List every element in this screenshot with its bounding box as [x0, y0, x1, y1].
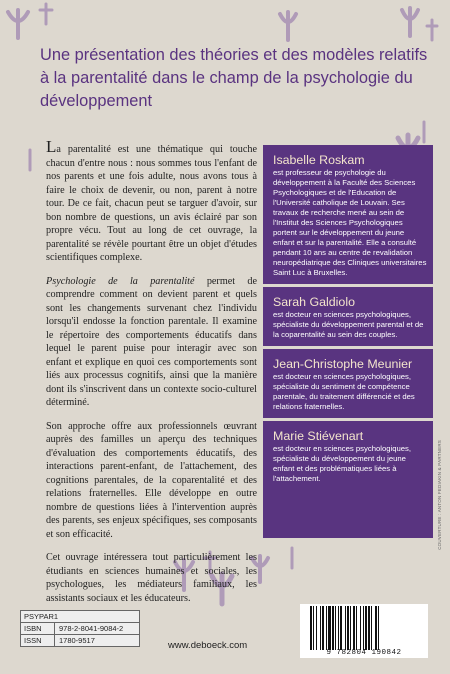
barcode-bar: [360, 606, 361, 650]
publisher-website: www.deboeck.com: [168, 640, 248, 651]
paragraph-2: [46, 275, 257, 410]
barcode-bar: [345, 606, 346, 650]
author-bio: est professeur de psychologie du développement à la Faculté des Sciences Psychologiques et de l'Education de l'Université catholique de Louvain. Ses travaux de recherche mené au sein de l'Institut des Sciences Psychologiques portent sur le développement du jeune enfant et sur la parentalité. Elle a consulté pendant 10 ans au centre de revalidation neuropédiatrique des Cliniques universitaires Saint Luc à Bruxelles.: [273, 168, 427, 277]
barcode-bar: [378, 606, 379, 650]
author-name: Sarah Galdiolo: [273, 295, 355, 309]
barcode-bar: [368, 606, 370, 650]
barcode-bar: [356, 606, 357, 650]
barcode-bar: [375, 606, 377, 650]
barcode-bar: [313, 606, 314, 650]
headline: Une présentation des théories et des modèles relatifs à la parentalité dans le champ de la psychologie du développement: [40, 46, 428, 110]
barcode-bar: [347, 606, 349, 650]
author-name: Marie Stiévenart: [273, 429, 364, 443]
author-name: Isabelle Roskam: [273, 153, 365, 167]
author-block: [263, 357, 433, 412]
divider: [263, 418, 433, 421]
barcode-bar: [338, 606, 339, 650]
isbn-label: ISBN: [21, 623, 55, 634]
barcode-bar: [328, 606, 331, 650]
barcode-bar: [371, 606, 372, 650]
paragraph-2-text: permet de comprendre comment on devient parent et quels sont les changements survenant chez l'individu lorsqu'il endosse la fonction parentale. Il examine le répertoire des comportements éducatifs dans lequel le parent puise pour interagir avec son enfant et explique en quoi ces comportements sont liés aux processus cognitifs, ainsi que la manière dont ils s'inscrivent dans un contexte socio-culturel déterminé.: [46, 275, 258, 408]
psi-symbol-icon: [402, 8, 418, 36]
reference-table: [20, 610, 140, 647]
barcode-bar: [322, 606, 324, 650]
author-bio: est docteur en sciences psychologiques, spécialiste du développement du jeune enfant et des problématiques liées à l'attachement.: [273, 444, 412, 483]
barcode-bars: [300, 606, 428, 650]
divider: [263, 346, 433, 349]
author-bio: est docteur en sciences psychologiques, spécialiste du sentiment de compétence parentale, du traitement différencié et des relations fraternelles.: [273, 372, 415, 411]
authors-panel: [263, 145, 433, 538]
barcode-bar: [340, 606, 342, 650]
description-text: [46, 137, 258, 615]
barcode-bar: [316, 606, 317, 650]
isbn-value: 978-2-8041-9084-2: [59, 624, 124, 633]
author-block: [263, 153, 433, 278]
reference-row: [21, 611, 139, 623]
tree-symbol-icon: [40, 4, 52, 24]
author-name: Jean-Christophe Meunier: [273, 357, 413, 371]
cover-credit: COUVERTURE : ANTON FEDIAKIN & PARTNERS: [437, 440, 442, 550]
paragraph-4: Cet ouvrage intéressera tout particulièrement les étudiants en sciences humaines et sociales, les psychologues, les médiateurs familiaux, les assistants sociaux et les éducateurs.: [46, 552, 257, 604]
barcode-bar: [353, 606, 355, 650]
barcode-bar: [335, 606, 336, 650]
barcode-bar: [350, 606, 351, 650]
book-title: Psychologie de la parentalité: [46, 275, 195, 287]
barcode-bar: [332, 606, 334, 650]
barcode-bar: [310, 606, 312, 650]
barcode-bar: [326, 606, 327, 650]
tree-symbol-icon: [427, 20, 437, 40]
barcode-number: 9 782804 190842: [326, 649, 402, 657]
issn-value: 1780-9517: [59, 636, 95, 645]
reference-row: [21, 623, 139, 635]
divider: [263, 284, 433, 287]
reference-row: [21, 635, 139, 646]
barcode: [300, 604, 428, 658]
paragraph-1: La parentalité est une thématique qui touche chacun d'entre nous : nous sommes tous l'enfant de nos parents et une fois adulte, nous avons tous à faire le choix de devenir, ou non, parent à notre tour. De ce fait, chacun peut se targuer d'avoir, sur bon nombre de questions, un avis éclairé par son propre vécu. Tout au long de cet ouvrage, la parentalité se révèle pourtant être un objet d'études scientifiques complexe.: [46, 137, 257, 263]
author-block: [263, 295, 433, 340]
barcode-bar: [365, 606, 367, 650]
author-block: [263, 429, 433, 484]
barcode-bar: [320, 606, 321, 650]
barcode-bar: [363, 606, 364, 650]
paragraph-3: Son approche offre aux professionnels œuvrant auprès des familles un aperçu des techniques d'évaluation des comportements éducatifs, des interactions parent-enfant, de l'attachement, des cognitions parentales, de la coparentalité et des relations fraternelles. Elle développe en outre nombre de questions liées à l'intervention auprès des parents, ses enjeux spécifiques, ses composants et son efficacité.: [46, 420, 257, 540]
psi-symbol-icon: [280, 12, 296, 40]
issn-label: ISSN: [21, 635, 55, 646]
psi-symbol-icon: [8, 10, 28, 38]
reference-code: PSYPAR1: [24, 612, 59, 621]
author-bio: est docteur en sciences psychologiques, spécialiste du développement parental et de la coparentalité au sein des couples.: [273, 310, 424, 339]
